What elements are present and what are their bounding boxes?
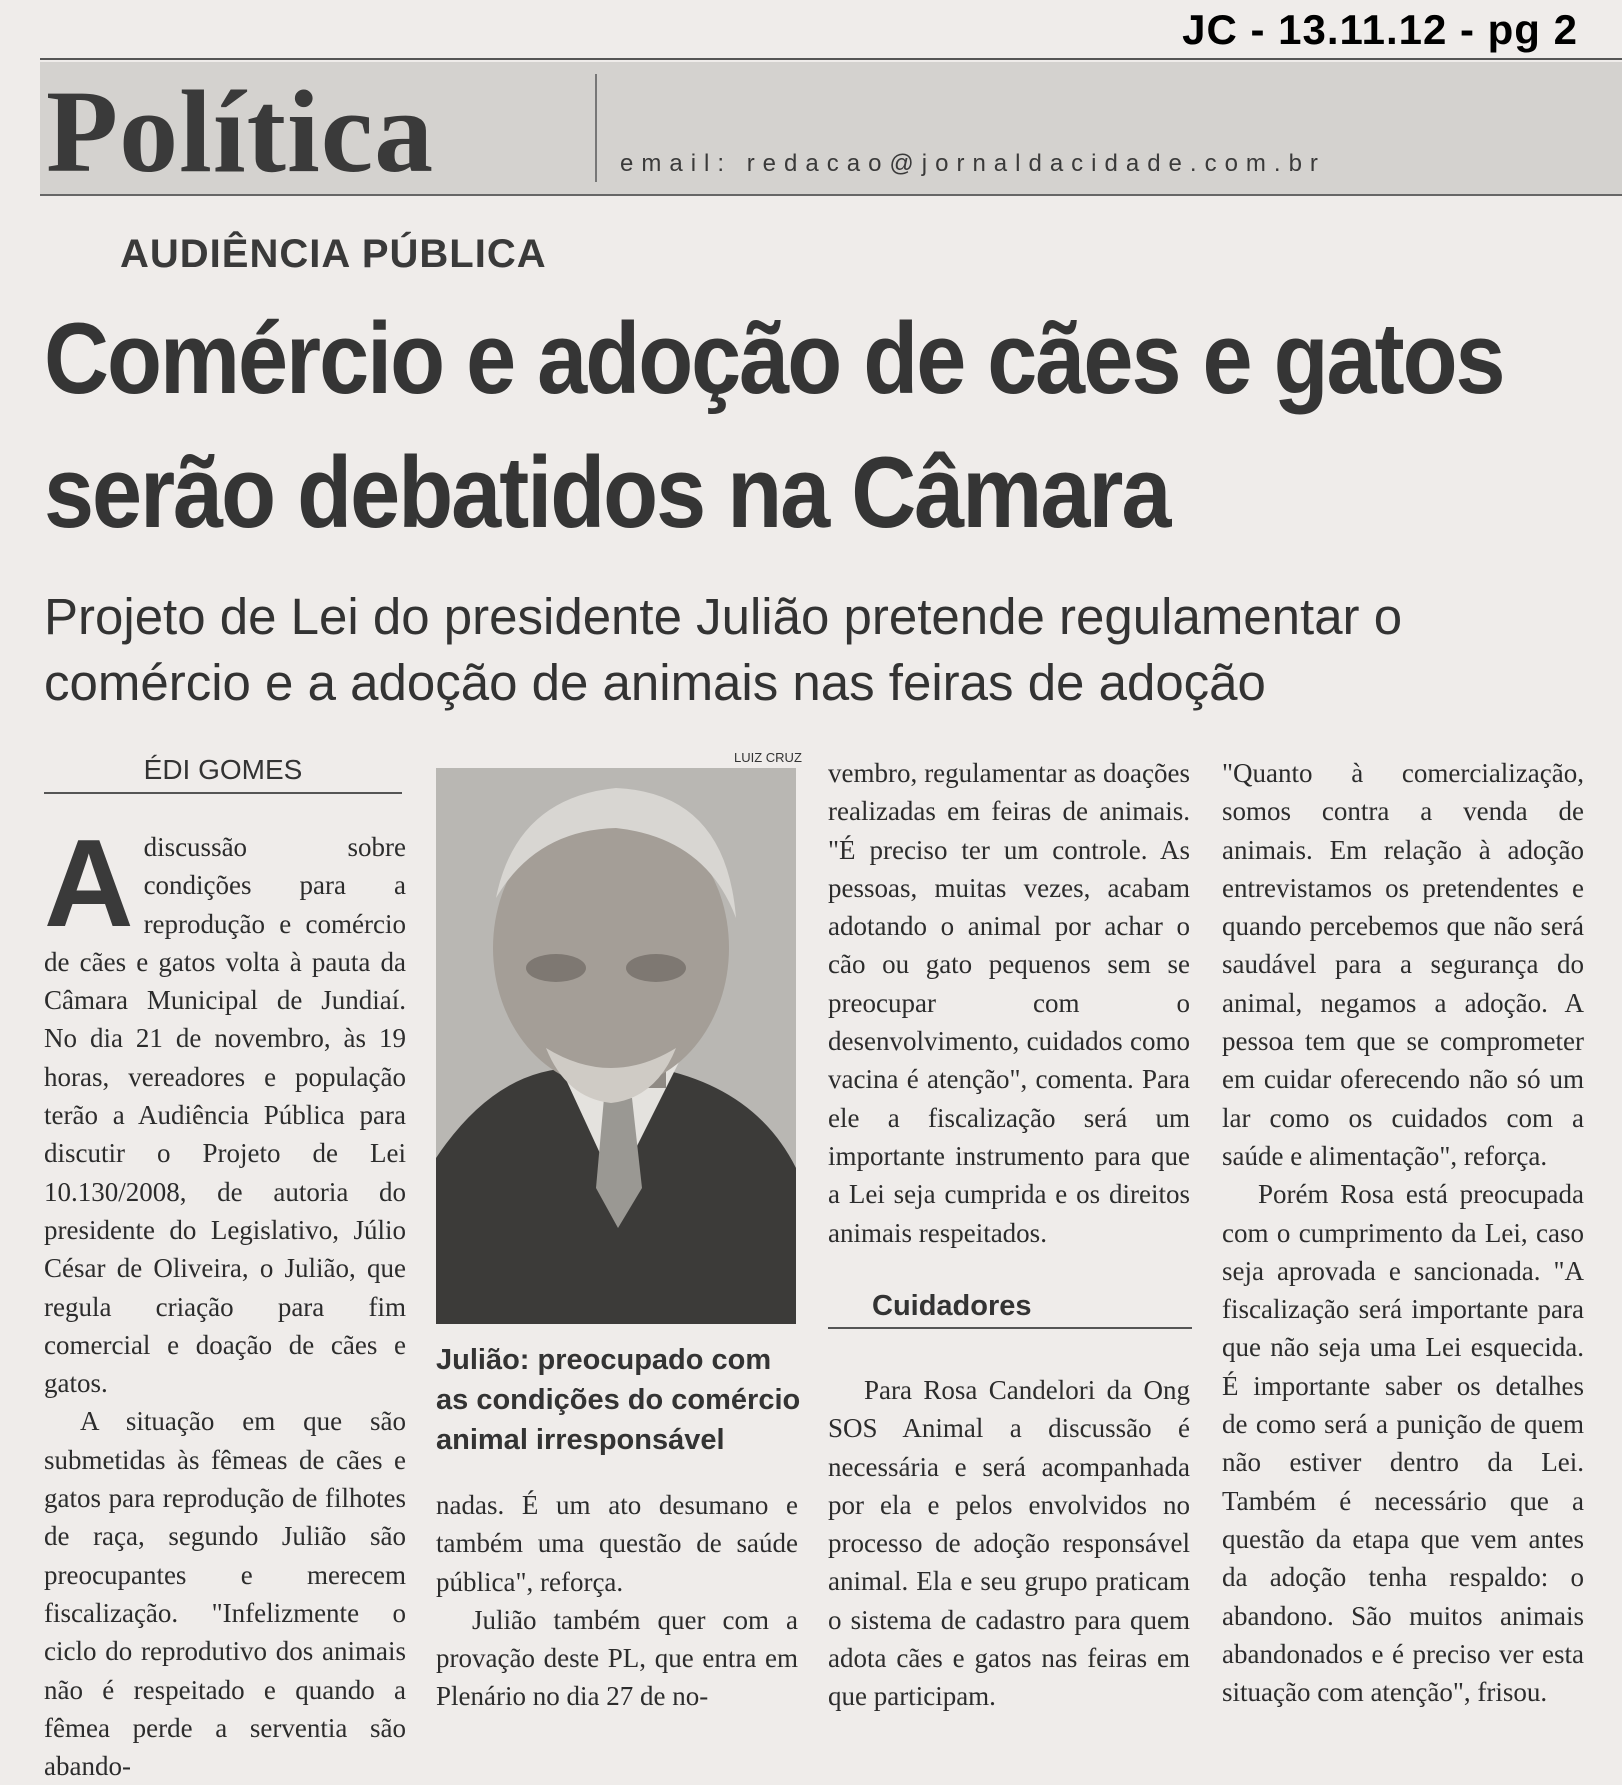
section-masthead bbox=[40, 62, 1622, 196]
photo-credit: LUIZ CRUZ bbox=[734, 750, 802, 765]
paragraph-4: Para Rosa Candelori da Ong SOS Animal a discussão é necessária e será acompanhada por ela e pelos envolvidos no processo de adoção responsável animal. Ela e seu grupo praticam o sistema de cadastro para quem adota cães e gatos nas feiras em que participam. bbox=[828, 1375, 1190, 1712]
paragraph-1-text: discussão sobre condições para a reprodução e comércio de cães e gatos volta à pauta da Câmara Municipal de Jundiaí. No dia 21 de novembro, às 19 horas, vereadores e população terão a Audiência Pública para discutir o Projeto de Lei 10.130/2008, de autoria do presidente do Legislativo, Júlio César de Oliveira, o Julião, que regula criação para fim comercial e doação de cães e gatos. bbox=[44, 832, 406, 1399]
paragraph-6: Porém Rosa está preocupada com o cumprimento da Lei, caso seja aprovada e sancionada. "A fiscalização será importante para que não seja uma Lei esquecida. É importante saber os detalhes de como será a punição de quem não estiver dentro da Lei. Também é necessário que a questão da etapa que vem antes da adoção tenha respaldo: o abandono. São muitos animais abandonados e é preciso ver esta situação com atenção", frisou. bbox=[1222, 1179, 1584, 1708]
column-2 bbox=[436, 1486, 798, 1716]
dropcap: A bbox=[44, 815, 134, 953]
clipping-reference: JC - 13.11.12 - pg 2 bbox=[1182, 6, 1578, 53]
article-kicker: AUDIÊNCIA PÚBLICA bbox=[120, 232, 547, 276]
paragraph-2-start: A situação em que são submetidas às fêmeas de cães e gatos para reprodução de filhotes de raça, segundo Julião são preocupantes e merecem fiscalização. "Infelizmente o ciclo do reprodutivo dos animais não é respeitado e quando a fêmea perde a serventia são abando- bbox=[44, 1406, 406, 1782]
paragraph-3-end: vembro, regulamentar as doações realizadas em feiras de animais. "É preciso ter um controle. As pessoas, muitas vezes, acabam adotando o animal por achar o cão ou gato pequenos sem se preocupar com o desenvolvimento, cuidados como vacina é atenção", comenta. Para ele a fiscalização será um importante instrumento para que a Lei seja cumprida e os direitos animais respeitados. bbox=[828, 758, 1190, 1248]
article-headline: Comércio e adoção de cães e gatos serão debatidos na Câmara bbox=[44, 303, 1504, 550]
byline: ÉDI GOMES bbox=[44, 754, 402, 794]
top-rule bbox=[40, 58, 1622, 60]
portrait-photo bbox=[436, 768, 796, 1324]
newsroom-email: email: redacao@jornaldacidade.com.br bbox=[620, 150, 1326, 177]
column-1 bbox=[44, 815, 406, 1785]
paragraph-2-end: nadas. É um ato desumano e também uma questão de saúde pública", reforça. bbox=[436, 1490, 798, 1597]
paragraph-3-start: Julião também quer com a provação deste PL, que entra em Plenário no dia 27 de no- bbox=[436, 1604, 798, 1712]
column-4 bbox=[1222, 754, 1584, 1711]
column-3-lower bbox=[828, 1371, 1190, 1716]
masthead-divider bbox=[595, 74, 597, 182]
subhead-cuidadores: Cuidadores bbox=[828, 1290, 1192, 1329]
section-title: Política bbox=[46, 66, 435, 197]
paragraph-1 bbox=[44, 815, 406, 1402]
paragraph-5: "Quanto à comercialização, somos contra a venda de animais. Em relação à adoção entrevistamos os pretendentes e quando percebemos que não será saudável para a segurança do animal, negamos a adoção. A pessoa tem que se comprometer em cuidar oferecendo não só um lar como os cuidados com a saúde e alimentação", reforça. bbox=[1222, 758, 1584, 1171]
column-3 bbox=[828, 754, 1190, 1252]
article-deck: Projeto de Lei do presidente Julião pretende regulamentar o comércio e a adoção de animais nas feiras de adoção bbox=[44, 588, 1403, 711]
photo-caption: Julião: preocupado com as condições do comércio animal irresponsável bbox=[436, 1344, 801, 1456]
